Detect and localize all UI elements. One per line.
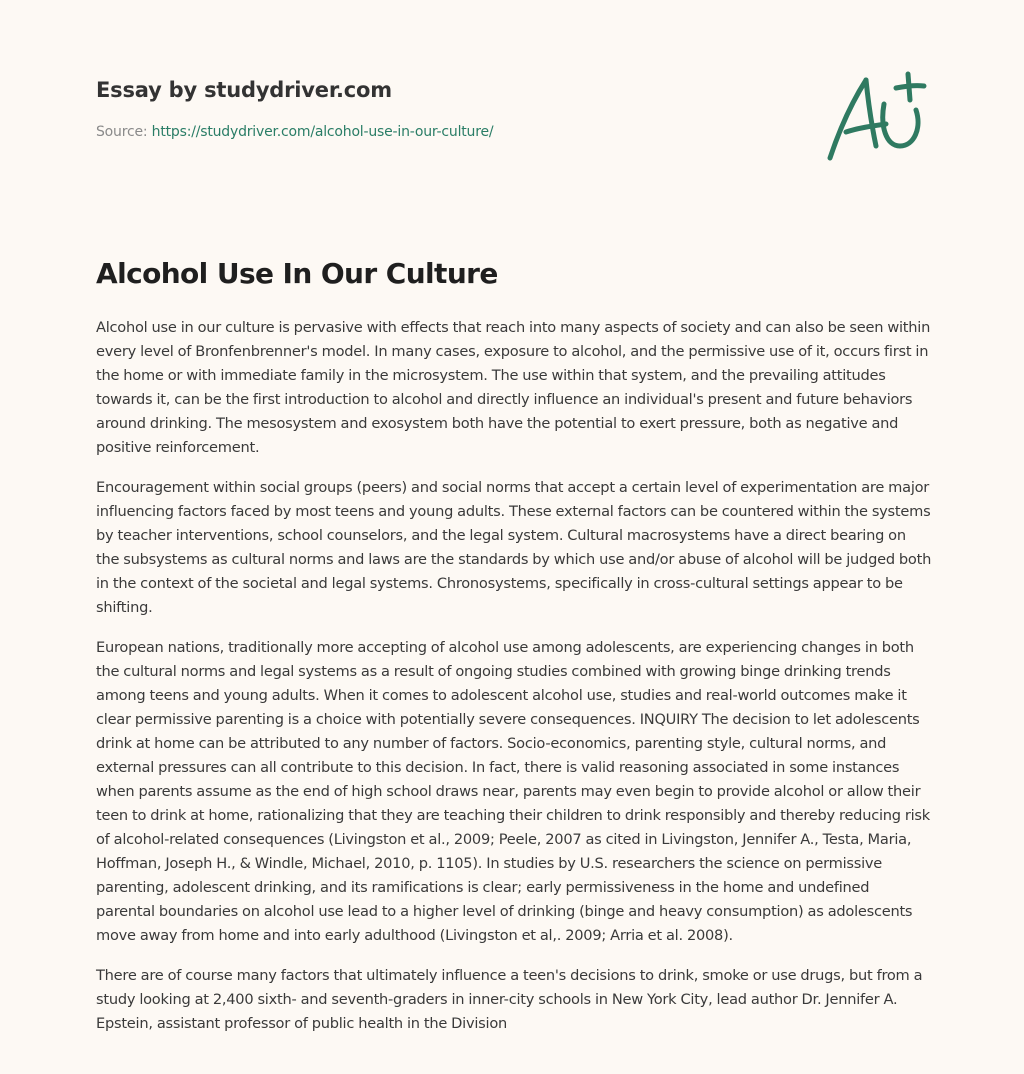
page-header <box>96 76 796 142</box>
brand-title: Essay by studydriver.com <box>96 78 392 102</box>
article-body <box>96 316 932 1052</box>
source-link[interactable]: https://studydriver.com/alcohol-use-in-our-culture/ <box>151 124 494 140</box>
paragraph: Alcohol use in our culture is pervasive with effects that reach into many aspects of society and can also be seen within every level of Bronfenbrenner's model. In many cases, exposure to alcohol, and the permissive use of it, occurs first in the home or with immediate family in the microsystem. The use within that system, and the prevailing attitudes towards it, can be the first introduction to alcohol and directly influence an individual's present and future behaviors around drinking. The mesosystem and exosystem both have the potential to exert pressure, both as negative and positive reinforcement. <box>96 319 931 456</box>
article-title: Alcohol Use In Our Culture <box>96 257 498 290</box>
paragraph: European nations, traditionally more accepting of alcohol use among adolescents, are experiencing changes in both the cultural norms and legal systems as a result of ongoing studies combined with growing binge drinking trends among teens and young adults. When it comes to adolescent alcohol use, studies and real-world outcomes make it clear permissive parenting is a choice with potentially severe consequences. INQUIRY The decision to let adolescents drink at home can be attributed to any number of factors. Socio-economics, parenting style, cultural norms, and external pressures can all contribute to this decision. In fact, there is valid reasoning associated in some instances when parents assume as the end of high school draws near, parents may even begin to provide alcohol or allow their teen to drink at home, rationalizing that they are teaching their children to drink responsibly and thereby reducing risk of alcohol-related consequences (Livingston et al., 2009; Peele, 2007 as cited in Livingston, Jennifer A., Testa, Maria, Hoffman, Joseph H., & Windle, Michael, 2010, p. 1105). In studies by U.S. researchers the science on permissive parenting, adolescent drinking, and its ramifications is clear; early permissiveness in the home and undefined parental boundaries on alcohol use lead to a higher level of drinking (binge and heavy consumption) as adolescents move away from home and into early adulthood (Livingston et al,. 2009; Arria et al. 2008). <box>96 639 930 944</box>
paragraph: Encouragement within social groups (peers) and social norms that accept a certain level of experimentation are major influencing factors faced by most teens and young adults. These external factors can be countered within the systems by teacher interventions, school counselors, and the legal system. Cultural macrosystems have a direct bearing on the subsystems as cultural norms and laws are the standards by which use and/or abuse of alcohol will be judged both in the context of the societal and legal systems. Chronosystems, specifically in cross-cultural settings appear to be shifting. <box>96 479 932 616</box>
a-plus-grade-icon <box>822 66 928 166</box>
source-line <box>96 122 796 142</box>
paragraph: There are of course many factors that ultimately influence a teen's decisions to drink, smoke or use drugs, but from a study looking at 2,400 sixth- and seventh-graders in inner-city schools in New York City, lead author Dr. Jennifer A. Epstein, assistant professor of public health in the Division <box>96 967 923 1032</box>
source-label: Source: <box>96 124 152 140</box>
